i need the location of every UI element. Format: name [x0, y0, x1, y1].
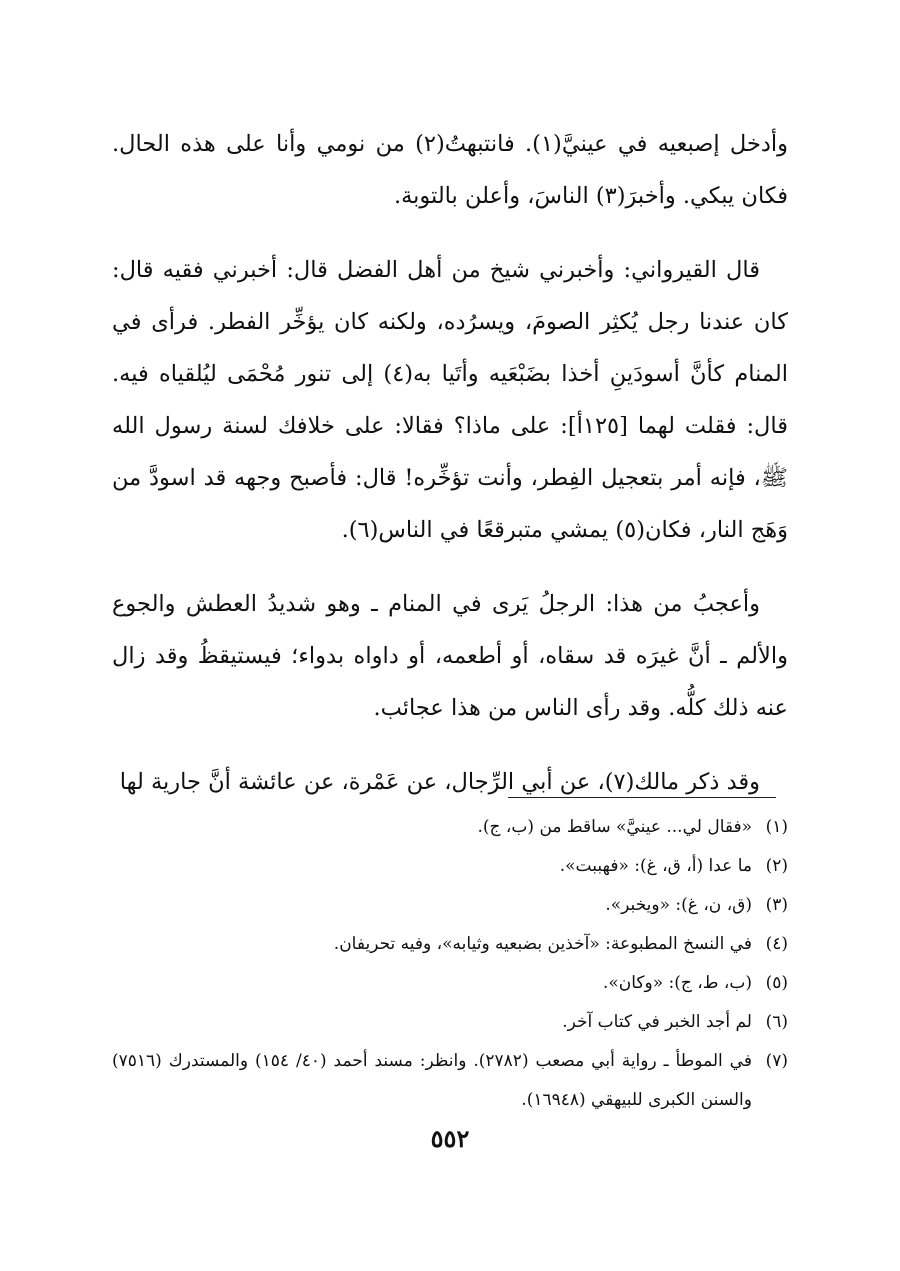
- footnote: [112, 886, 788, 925]
- page-number: ٥٥٢: [430, 1124, 470, 1153]
- footnote-text: في النسخ المطبوعة: «آخذين بضبعيه وثيابه»، وفيه تحريفان.: [333, 934, 752, 954]
- footnote: [112, 1003, 788, 1042]
- footnote-text: لم أجد الخبر في كتاب آخر.: [562, 1012, 752, 1032]
- footnote-number: (٤): [765, 934, 788, 954]
- main-text: [112, 118, 788, 830]
- footnotes: [112, 808, 788, 1120]
- footnote-number: (١): [765, 817, 788, 837]
- footnote-separator: [508, 797, 776, 798]
- footnote: [112, 808, 788, 847]
- footnote: [112, 925, 788, 964]
- footnote-text: «فقال لي... عينيَّ» ساقط من (ب، ج).: [477, 817, 752, 837]
- footnote-text: في الموطأ ـ رواية أبي مصعب (٢٧٨٢). وانظر: مسند أحمد (٤٠/ ١٥٤) والمستدرك (٧٥١٦) والسنن الكبرى للبيهقي (١٦٩٤٨).: [112, 1051, 752, 1110]
- paragraph-4: وقد ذكر مالك(٧)، عن أبي الرِّجال، عن عَمْرة، عن عائشة أنَّ جارية لها: [119, 769, 760, 795]
- footnote-text: (ب، ط، ج): «وكان».: [602, 973, 752, 993]
- footnote-number: (٣): [765, 895, 788, 915]
- footnote-number: (٢): [765, 856, 788, 876]
- footnote: [112, 964, 788, 1003]
- footnote-text: (ق، ن، غ): «ويخبر».: [605, 895, 752, 915]
- footnote: [112, 1042, 788, 1120]
- paragraph-3: وأعجبُ من هذا: الرجلُ يَرى في المنام ـ وهو شديدُ العطش والجوع والألم ـ أنَّ غيرَه قد سقاه، أو أطعمه، أو داواه بدواء؛ فيستيقظُ وقد زال عنه ذلك كلُّه. وقد رأى الناس من هذا عجائب.: [112, 591, 788, 721]
- paragraph-2: قال القيرواني: وأخبرني شيخ من أهل الفضل قال: أخبرني فقيه قال: كان عندنا رجل يُكثِر الصومَ، ويسرُده، ولكنه كان يؤخِّر الفطر. فرأى في المنام كأنَّ أسودَينِ أخذا بضَبْعَيه وأتَيا به(٤) إلى تنور مُحْمَى ليُلقياه فيه. قال: فقلت لهما [١٢٥أ]: على ماذا؟ فقالا: على خلافك لسنة رسول الله ﷺ، فإنه أمر بتعجيل الفِطر، وأنت تؤخِّره! قال: فأصبح وجهه قد اسودَّ من وَهَج النار، فكان(٥) يمشي متبرقعًا في الناس(٦).: [112, 257, 789, 543]
- paragraph-1: وأدخل إصبعيه في عينيَّ(١). فانتبهتُ(٢) من نومي وأنا على هذه الحال. فكان يبكي. وأخبرَ(٣) الناسَ، وأعلن بالتوبة.: [112, 131, 788, 209]
- footnote-number: (٦): [765, 1012, 788, 1032]
- footnote-number: (٧): [765, 1051, 788, 1071]
- footnote: [112, 847, 788, 886]
- footnote-text: ما عدا (أ، ق، غ): «فهببت».: [559, 856, 752, 876]
- footnote-number: (٥): [765, 973, 788, 993]
